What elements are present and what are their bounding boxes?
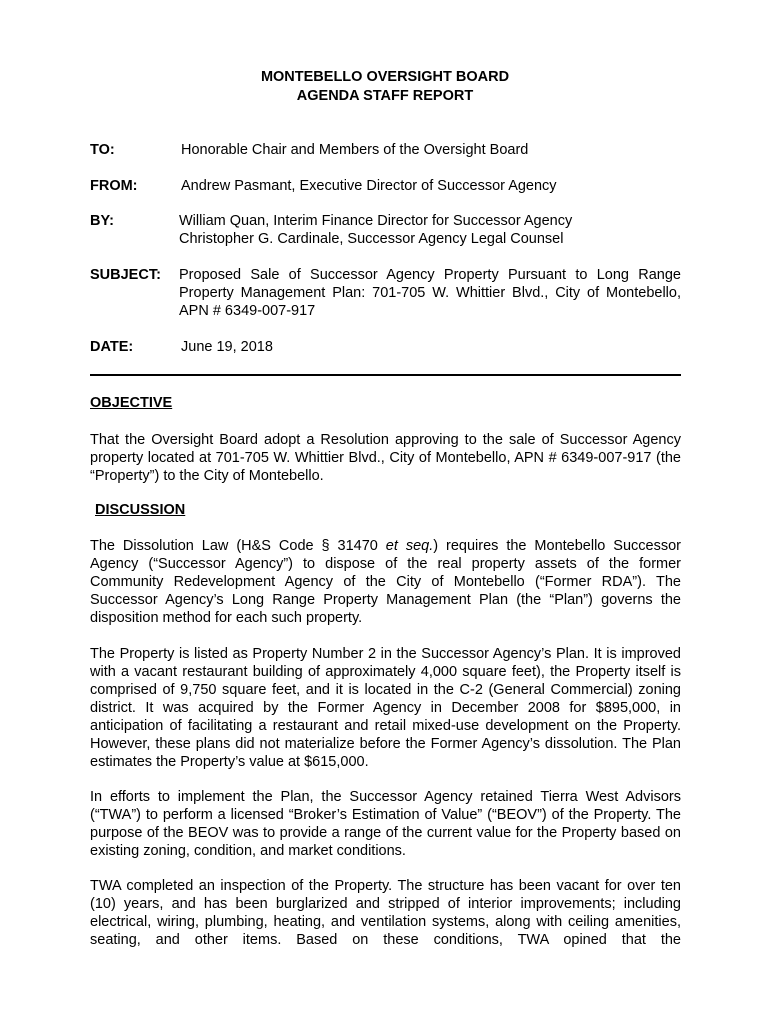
to-label: TO: <box>90 142 115 158</box>
et-seq-italic: et seq. <box>385 538 434 554</box>
date-label: DATE: <box>90 339 134 355</box>
objective-heading: OBJECTIVE <box>90 395 173 411</box>
report-title-type: AGENDA STAFF REPORT <box>296 88 474 104</box>
discussion-paragraph: The Property is listed as Property Number 2 in the Successor Agency’s Plan. It is improved with a vacant restaurant building of approximately 4,000 square feet), the Property itself is comprised of 9,750 square feet, and it is located in the C-2 (General Commercial) zoning district. It was acquired by the Former Agency in December 2008 for $895,000, in anticipation of facilitating a restaurant and retail mixed-use development on the Property. However, these plans did not materialize before the Former Agency’s dissolution. The Plan estimates the Property’s value at $615,000. <box>90 646 681 770</box>
discussion-heading: DISCUSSION <box>95 502 186 518</box>
report-title-board: MONTEBELLO OVERSIGHT BOARD <box>260 69 510 85</box>
discussion-text: The Dissolution Law (H&S Code § 31470 <box>90 538 386 554</box>
by-label: BY: <box>90 213 114 229</box>
header-divider <box>90 374 681 376</box>
from-value: Andrew Pasmant, Executive Director of Successor Agency <box>181 178 557 194</box>
by-value-line: Christopher G. Cardinale, Successor Agency Legal Counsel <box>179 231 564 247</box>
discussion-paragraph <box>90 537 681 627</box>
discussion-text: ) requires the Montebello Successor Agency (“Successor Agency”) to dispose of the real property assets of the former Community Redevelopment Agency of the City of Montebello (“Former RDA”). The Successor Agency’s Long Range Property Management Plan (the “Plan”) governs the disposition method for each such property. <box>90 538 681 626</box>
by-value-line: William Quan, Interim Finance Director for Successor Agency <box>179 213 573 229</box>
to-value: Honorable Chair and Members of the Oversight Board <box>181 142 529 158</box>
discussion-paragraph: In efforts to implement the Plan, the Successor Agency retained Tierra West Advisors (“TWA”) to perform a licensed “Broker’s Estimation of Value” (“BEOV”) of the Property. The purpose of the BEOV was to provide a range of the current value for the Property based on existing zoning, condition, and market conditions. <box>90 789 681 859</box>
objective-text: That the Oversight Board adopt a Resolution approving to the sale of Successor Agency property located at 701-705 W. Whittier Blvd., City of Montebello, APN # 6349-007-917 (the “Property”) to the City of Montebello. <box>90 432 681 484</box>
from-label: FROM: <box>90 178 138 194</box>
subject-label: SUBJECT: <box>90 267 161 283</box>
discussion-paragraph: TWA completed an inspection of the Property. The structure has been vacant for over ten (10) years, and has been burglarized and stripped of interior improvements; including electrical, wiring, plumbing, heating, and ventilation systems, along with ceiling amenities, seating, and other items. Based on these conditions, TWA opined that the <box>90 878 681 948</box>
subject-value: Proposed Sale of Successor Agency Property Pursuant to Long Range Property Management Plan: 701-705 W. Whittier Blvd., City of Montebello, APN # 6349-007-917 <box>179 267 681 319</box>
date-value: June 19, 2018 <box>181 339 273 355</box>
